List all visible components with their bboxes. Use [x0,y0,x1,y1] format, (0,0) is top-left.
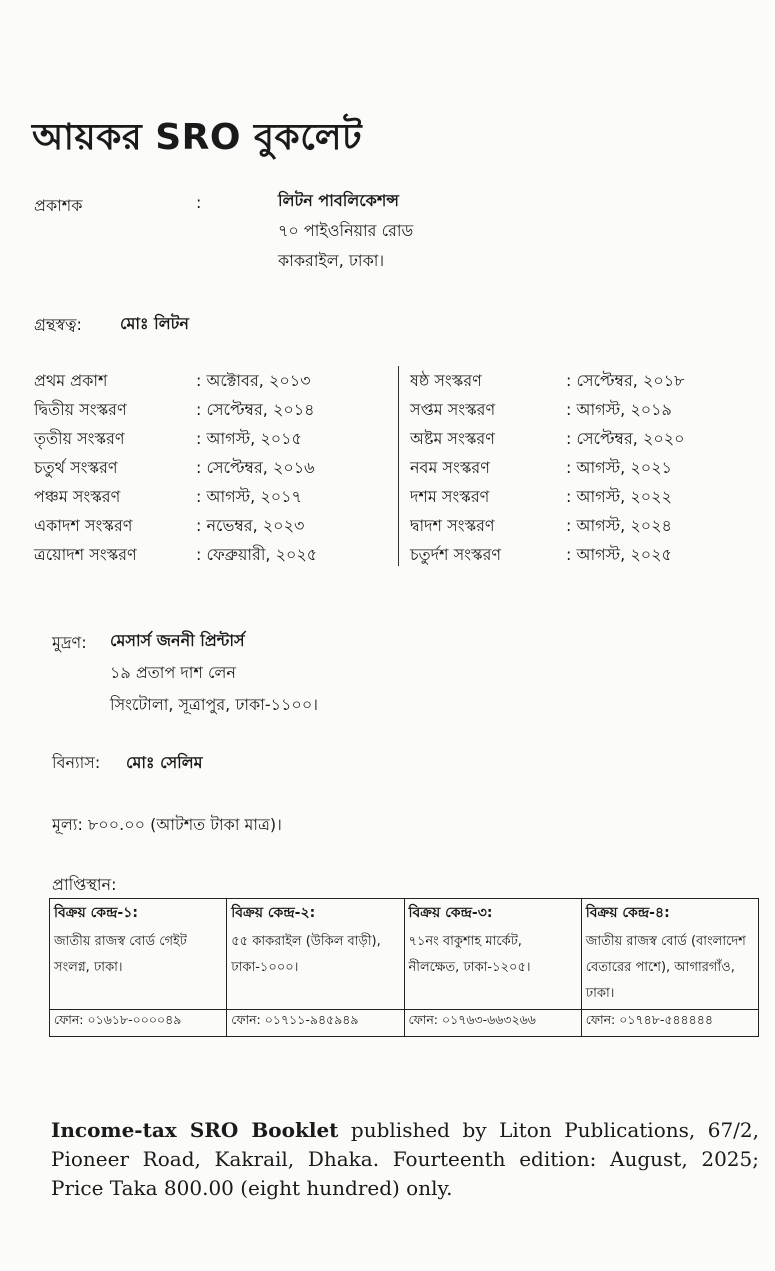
center-1-phone: ফোন: ০১৬১৮-০০০০৪৯ [50,1010,227,1037]
center-3-name: বিক্রয় কেন্দ্র-৩: [404,899,581,928]
publisher-name: লিটন পাবলিকেশন্স [278,191,399,210]
editions-divider [398,366,399,566]
edition-right-4-date: : আগস্ট, ২০২১ [566,458,672,477]
edition-right-6-label: দ্বাদশ সংস্করণ [410,516,495,535]
center-4-name: বিক্রয় কেন্দ্র-৪: [581,899,758,928]
edition-left-6-label: একাদশ সংস্করণ [34,516,133,535]
edition-left-3-label: তৃতীয় সংস্করণ [34,429,125,448]
edition-left-1-date: : অক্টোবর, ২০১৩ [196,371,311,390]
edition-right-7-label: চতুর্দশ সংস্করণ [410,545,502,564]
english-imprint-note [51,1116,759,1203]
edition-left-7-date: : ফেব্রুয়ারী, ২০২৫ [196,545,318,564]
printer-label: মুদ্রণ: [52,633,87,652]
layout-credit-name: মোঃ সেলিম [126,753,203,772]
edition-left-4-date: : সেপ্টেম্বর, ২০১৬ [196,458,315,477]
edition-right-7-date: : আগস্ট, ২০২৫ [566,545,672,564]
printer-name: মেসার্স জননী প্রিন্টার্স [110,631,245,650]
center-4-phone: ফোন: ০১৭৪৮-৫৪৪৪৪৪ [581,1010,758,1037]
edition-right-5-label: দশম সংস্করণ [410,487,490,506]
edition-right-3-label: অষ্টম সংস্করণ [410,429,495,448]
edition-right-2-label: সপ্তম সংস্করণ [410,400,496,419]
edition-right-3-date: : সেপ্টেম্বর, ২০২০ [566,429,685,448]
publisher-address-line2: কাকরাইল, ঢাকা। [278,251,385,270]
edition-left-5-label: পঞ্চম সংস্করণ [34,487,121,506]
publisher-address-line1: ৭০ পাইওনিয়ার রোড [278,221,414,240]
layout-credit-label: বিন্যাস: [52,753,101,772]
edition-left-2-label: দ্বিতীয় সংস্করণ [34,400,127,419]
center-1-name: বিক্রয় কেন্দ্র-১: [50,899,227,928]
copyright-label: গ্রন্থস্বত্ব: [34,315,82,334]
edition-left-6-date: : নভেম্বর, ২০২৩ [196,516,305,535]
edition-right-1-date: : সেপ্টেম্বর, ২০১৮ [566,371,685,390]
copyright-name: মোঃ লিটন [120,314,189,333]
printer-address-line2: সিংটোলা, সূত্রাপুর, ঢাকা-১১০০। [110,695,318,714]
edition-left-7-label: ত্রয়োদশ সংস্করণ [34,545,137,564]
distribution-phone-row [50,1010,759,1037]
publisher-colon: : [196,193,202,212]
center-3-phone: ফোন: ০১৭৬৩-৬৬৩২৬৬ [404,1010,581,1037]
edition-right-6-date: : আগস্ট, ২০২৪ [566,516,672,535]
edition-right-2-date: : আগস্ট, ২০১৯ [566,400,672,419]
english-note-text: published by Liton Publications, 67/2, Pioneer Road, Kakrail, Dhaka. Fourteenth edition: August, 2025; Price Taka 800.00 (eight hundred) only. [51,1118,759,1200]
edition-left-4-label: চতুর্থ সংস্করণ [34,458,118,477]
edition-right-5-date: : আগস্ট, ২০২২ [566,487,672,506]
edition-right-1-label: ষষ্ঠ সংস্করণ [410,371,482,390]
center-2-phone: ফোন: ০১৭১১-৯৪৫৯৪৯ [227,1010,404,1037]
printer-address-line1: ১৯ প্রতাপ দাশ লেন [110,663,236,682]
center-1-address: জাতীয় রাজস্ব বোর্ড গেইট সংলগ্ন, ঢাকা। [50,927,227,1010]
center-2-address: ৫৫ কাকরাইল (উকিল বাড়ী), ঢাকা-১০০০। [227,927,404,1010]
price-text: মূল্য: ৮০০.০০ (আটশত টাকা মাত্র)। [52,815,282,834]
distribution-header-row [50,899,759,928]
english-note-book-title: Income-tax SRO Booklet [51,1118,339,1142]
distribution-address-row [50,927,759,1010]
edition-left-5-date: : আগস্ট, ২০১৭ [196,487,302,506]
edition-left-3-date: : আগস্ট, ২০১৫ [196,429,302,448]
distribution-table [49,898,759,1037]
edition-right-4-label: নবম সংস্করণ [410,458,490,477]
page-title: আয়কর SRO বুকলেট [32,117,363,158]
edition-left-1-label: প্রথম প্রকাশ [34,371,108,390]
center-2-name: বিক্রয় কেন্দ্র-২: [227,899,404,928]
edition-left-2-date: : সেপ্টেম্বর, ২০১৪ [196,400,315,419]
center-4-address: জাতীয় রাজস্ব বোর্ড (বাংলাদেশ বেতারের পাশে), আগারগাঁও, ঢাকা। [581,927,758,1010]
publisher-label: প্রকাশক [34,196,83,215]
center-3-address: ৭১নং বাকুশাহ মার্কেট, নীলক্ষেত, ঢাকা-১২০৫। [404,927,581,1010]
distribution-label: প্রাপ্তিস্থান: [52,875,117,894]
